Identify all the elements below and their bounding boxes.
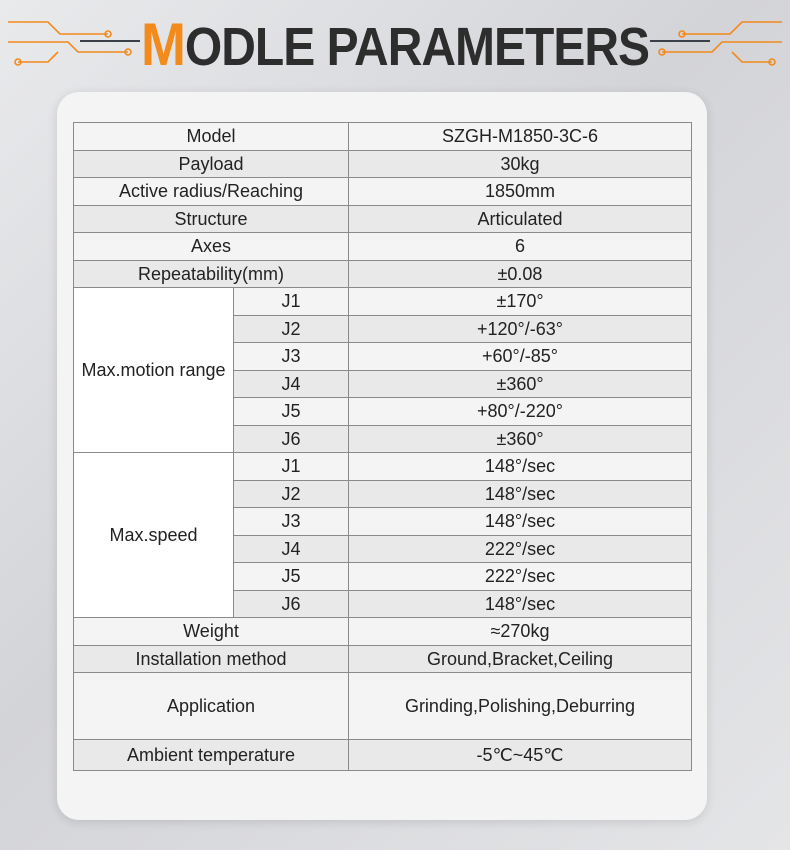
row-label: Payload	[74, 150, 349, 178]
joint-value: +120°/-63°	[349, 315, 692, 343]
row-value: 30kg	[349, 150, 692, 178]
page-title: MODLE PARAMETERS	[140, 11, 650, 79]
joint-label: J2	[234, 315, 349, 343]
row-value: 1850mm	[349, 178, 692, 206]
joint-label: J1	[234, 453, 349, 481]
joint-value: 148°/sec	[349, 453, 692, 481]
joint-label: J6	[234, 425, 349, 453]
speed-label: Max.speed	[74, 453, 234, 618]
row-value: Ground,Bracket,Ceiling	[349, 645, 692, 673]
circuit-decoration-right-icon	[632, 8, 782, 72]
joint-label: J6	[234, 590, 349, 618]
table-row	[74, 150, 692, 178]
parameters-table	[73, 122, 692, 771]
row-value: SZGH-M1850-3C-6	[349, 123, 692, 151]
joint-value: ±360°	[349, 370, 692, 398]
joint-label: J5	[234, 398, 349, 426]
header	[0, 0, 790, 80]
joint-value: +80°/-220°	[349, 398, 692, 426]
table-row	[74, 205, 692, 233]
joint-value: 148°/sec	[349, 590, 692, 618]
row-label: Model	[74, 123, 349, 151]
joint-value: 148°/sec	[349, 508, 692, 536]
table-row	[74, 260, 692, 288]
row-label: Repeatability(mm)	[74, 260, 349, 288]
joint-value: ±170°	[349, 288, 692, 316]
table-row	[74, 645, 692, 673]
table-row	[74, 288, 692, 316]
joint-label: J3	[234, 343, 349, 371]
row-label: Installation method	[74, 645, 349, 673]
joint-value: ±360°	[349, 425, 692, 453]
joint-value: 222°/sec	[349, 563, 692, 591]
row-label: Ambient temperature	[74, 740, 349, 771]
joint-label: J5	[234, 563, 349, 591]
row-value: Articulated	[349, 205, 692, 233]
joint-label: J1	[234, 288, 349, 316]
table-row	[74, 178, 692, 206]
joint-value: 222°/sec	[349, 535, 692, 563]
row-value: -5℃~45℃	[349, 740, 692, 771]
table-row	[74, 453, 692, 481]
table-row	[74, 123, 692, 151]
row-label: Structure	[74, 205, 349, 233]
row-value: Grinding,Polishing,Deburring	[349, 673, 692, 740]
table-row	[74, 618, 692, 646]
row-label: Application	[74, 673, 349, 740]
row-value: ±0.08	[349, 260, 692, 288]
table-row	[74, 233, 692, 261]
joint-label: J4	[234, 370, 349, 398]
row-label: Weight	[74, 618, 349, 646]
joint-value: 148°/sec	[349, 480, 692, 508]
row-label: Active radius/Reaching	[74, 178, 349, 206]
joint-label: J2	[234, 480, 349, 508]
table-row	[74, 673, 692, 740]
motion-range-label: Max.motion range	[74, 288, 234, 453]
table-row	[74, 740, 692, 771]
row-label: Axes	[74, 233, 349, 261]
joint-value: +60°/-85°	[349, 343, 692, 371]
row-value: ≈270kg	[349, 618, 692, 646]
row-value: 6	[349, 233, 692, 261]
joint-label: J4	[234, 535, 349, 563]
joint-label: J3	[234, 508, 349, 536]
